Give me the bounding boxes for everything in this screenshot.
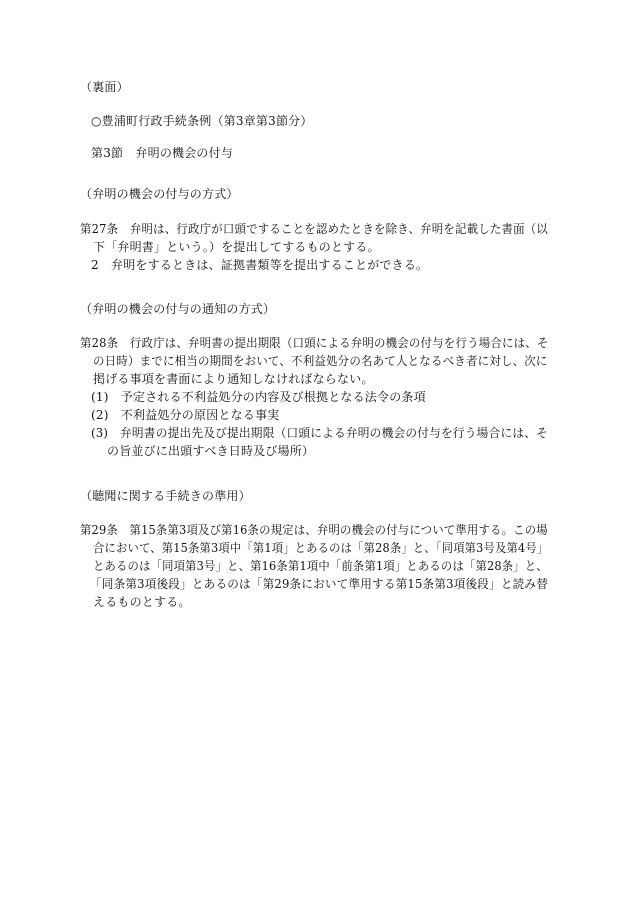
article-line: 合において、第15条第3項中「第1項」とあるのは「第28条」と、「同項第3号及第4号」 <box>93 541 549 555</box>
article-line: 下「弁明書」という。）を提出してするものとする。 <box>93 240 380 254</box>
article-item: (1) 予定される不利益処分の内容及び根拠となる法令の条項 <box>91 390 426 404</box>
article-caption: （聴聞に関する手続きの準用） <box>80 489 251 503</box>
article-line: 「同条第3項後段」とあるのは「第29条において準用する第15条第3項後段」と読み替 <box>90 577 548 591</box>
article-item: (3) 弁明書の提出先及び提出期限（口頭による弁明の機会の付与を行う場合には、そ <box>91 426 549 440</box>
article-item: (2) 不利益処分の原因となる事実 <box>91 408 280 422</box>
ordinance-title: ○豊浦町行政手続条例（第3章第3節分） <box>91 114 313 128</box>
back-side-label: （裏面） <box>80 80 129 94</box>
article-line: 掲げる事項を書面により通知しなければならない。 <box>93 372 374 386</box>
article-line: 第27条 弁明は、行政庁が口頭ですることを認めたときを除き、弁明を記載した書面（以 <box>80 222 549 236</box>
article-line: 第29条 第15条第3項及び第16条の規定は、弁明の機会の付与について準用する。この場 <box>80 523 548 537</box>
section-title: 第3節 弁明の機会の付与 <box>91 146 234 160</box>
article-line: えるものとする。 <box>93 595 191 609</box>
article-caption: （弁明の機会の付与の通知の方式） <box>80 302 276 316</box>
article-line: 第28条 行政庁は、弁明書の提出期限（口頭による弁明の機会の付与を行う場合には、そ <box>80 336 549 350</box>
article-line: の日時）までに相当の期間をおいて、不利益処分の名あて人となるべき者に対し、次に <box>93 354 548 368</box>
article-line: とあるのは「同項第3号」と、第16条第1項中「前条第1項」とあるのは「第28条」と、 <box>93 559 548 573</box>
article-line: 2 弁明をするときは、証拠書類等を提出することができる。 <box>91 258 429 272</box>
article-caption: （弁明の機会の付与の方式） <box>80 187 239 201</box>
article-item-continuation: の旨並びに出頭すべき日時及び場所） <box>107 444 315 458</box>
